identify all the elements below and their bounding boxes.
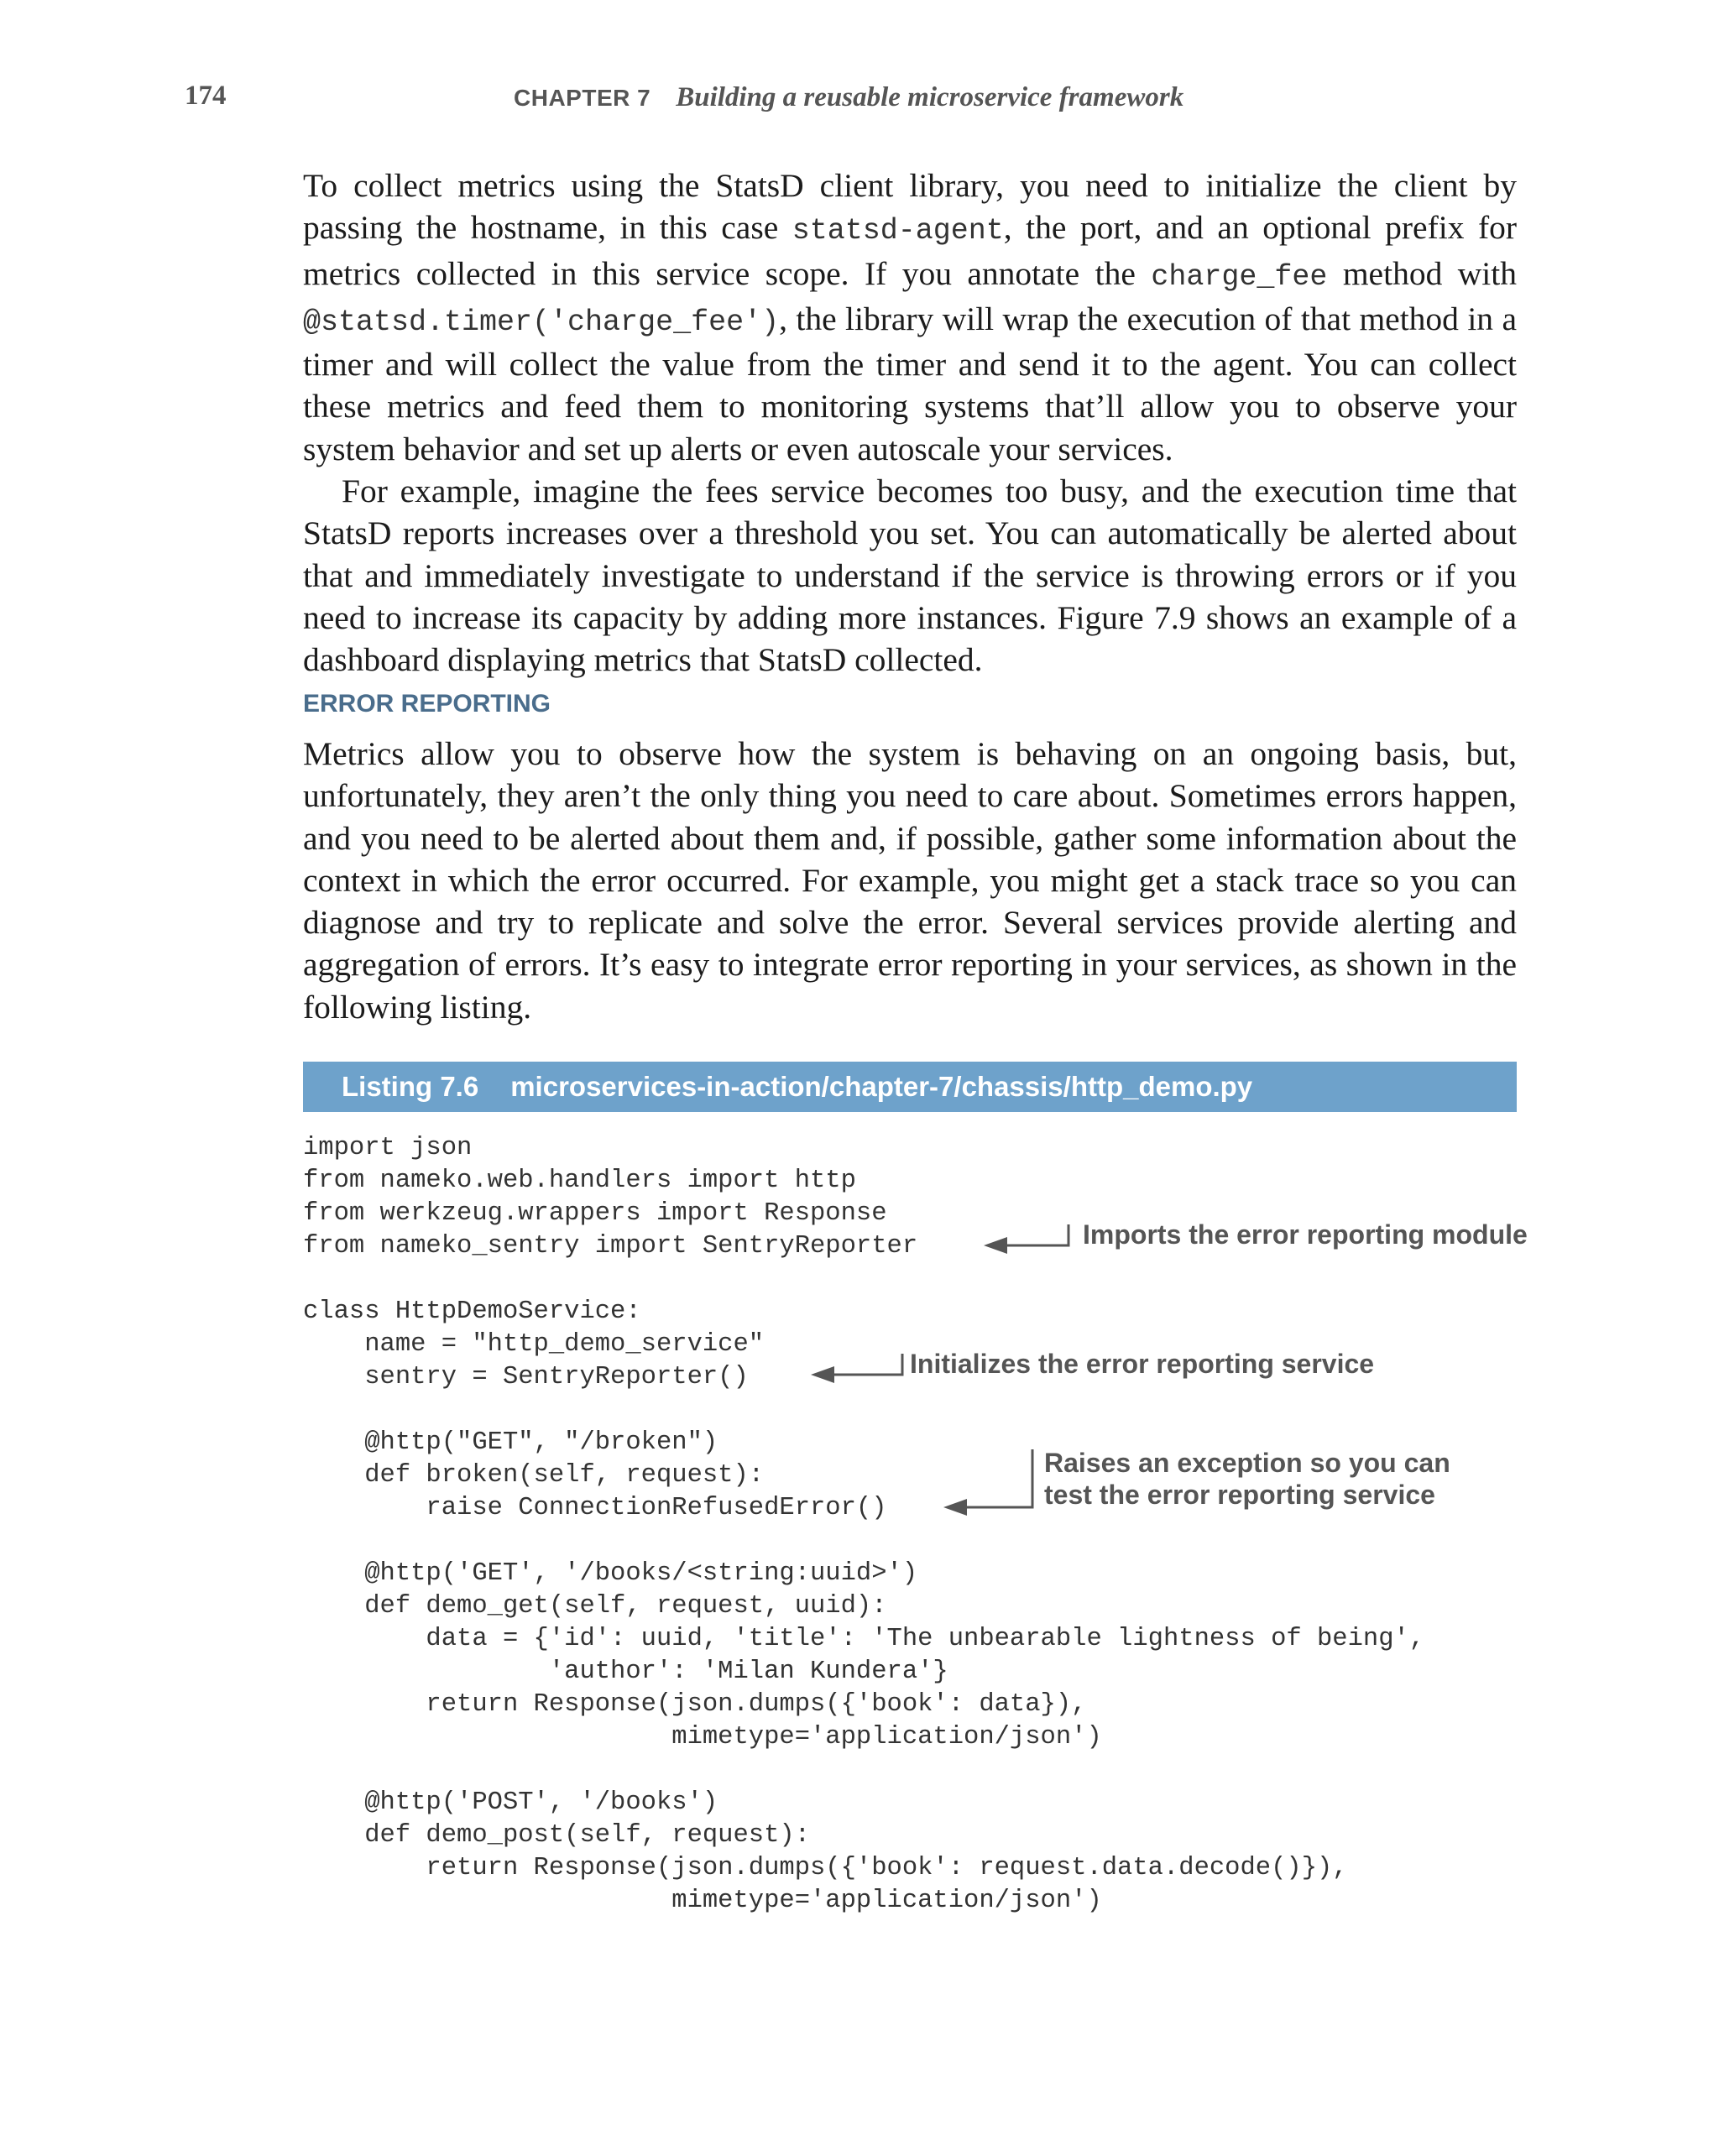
annotation-imports: Imports the error reporting module (1083, 1219, 1528, 1250)
text-run: method with (1327, 254, 1517, 292)
code-line: return Response(json.dumps({'book': data}), (303, 1690, 1087, 1719)
annotation-initializes: Initializes the error reporting service (910, 1349, 1375, 1379)
code-line: import json (303, 1134, 473, 1162)
code-line: raise ConnectionRefusedError() (303, 1494, 887, 1522)
callout-line-3 (947, 1449, 1032, 1507)
code-line: def demo_post(self, request): (303, 1821, 810, 1850)
annotation-raises-line2: test the error reporting service (1044, 1480, 1435, 1510)
text-run: , the library will wrap the execution of that method in a timer and will collect the value from the timer and send it to the agent. You can collect these metrics and feed them to monitoring systems that’ll allow you to observe your system behavior and set up alerts or even autoscale your services. (303, 300, 1517, 467)
code-line: def demo_get(self, request, uuid): (303, 1592, 887, 1621)
code-line: def broken(self, request): (303, 1461, 765, 1490)
code-line: name = "http_demo_service" (303, 1330, 765, 1359)
section-heading: ERROR REPORTING (303, 690, 551, 718)
paragraph-error-reporting: Metrics allow you to observe how the system is behaving on an ongoing basis, but, unfortunately, they aren’t the only thing you need to care about. Sometimes errors happen, and you need to be alerted about them and, if possible, gather some information about the context in which the error occurred. For example, you might get a stack trace so you can diagnose and try to replicate and solve the error. Several services provide alerting and aggregation of errors. It’s easy to integrate error reporting in your services, as shown in the following listing. (303, 735, 1517, 1026)
code-line: data = {'id': uuid, 'title': 'The unbearable lightness of being', (303, 1625, 1425, 1653)
text-run: , the port, and an optional prefix for metrics collected in this service scope. If you annotate the (303, 209, 1517, 292)
code-line: from nameko.web.handlers import http (303, 1167, 856, 1195)
paragraph-example: For example, imagine the fees service becomes too busy, and the execution time that StatsD reports increases over a threshold you set. You can automatically be alerted about that and immediately investigate to understand if the service is throwing errors or if you need to increase its capacity by adding more instances. Figure 7.9 shows an example of a dashboard displaying metrics that StatsD collected. (303, 472, 1517, 679)
inline-code: statsd-agent (792, 214, 1004, 248)
arrowhead-2 (811, 1366, 834, 1383)
page-number: 174 (185, 81, 227, 111)
code-line: 'author': 'Milan Kundera'} (303, 1657, 948, 1686)
code-line: class HttpDemoService: (303, 1297, 641, 1326)
code-line: mimetype='application/json') (303, 1887, 1102, 1915)
code-line: @http("GET", "/broken") (303, 1428, 718, 1457)
chapter-label: CHAPTER 7 (514, 85, 651, 111)
listing-path: microservices-in-action/chapter-7/chassis/http_demo.py (510, 1071, 1253, 1102)
inline-code: @statsd.timer('charge_fee') (303, 305, 780, 339)
code-line: from nameko_sentry import SentryReporter (303, 1232, 918, 1261)
code-line: from werkzeug.wrappers import Response (303, 1199, 887, 1228)
code-line: return Response(json.dumps({'book': request.data.decode()}), (303, 1854, 1348, 1882)
code-line: mimetype='application/json') (303, 1723, 1102, 1751)
code-line: sentry = SentryReporter() (303, 1363, 749, 1391)
chapter-title: Building a reusable microservice framework (676, 82, 1184, 112)
code-line: @http('POST', '/books') (303, 1788, 718, 1817)
listing-label: Listing 7.6 (342, 1071, 479, 1102)
inline-code: charge_fee (1151, 259, 1328, 294)
arrowhead-3 (943, 1499, 967, 1516)
annotation-raises-line1: Raises an exception so you can (1044, 1448, 1450, 1478)
code-line: @http('GET', '/books/<string:uuid>') (303, 1559, 918, 1588)
text-run: To collect metrics using the StatsD client library, you need to initialize the client by passing the hostname, in this case (303, 167, 1517, 247)
arrowhead-1 (984, 1237, 1007, 1254)
